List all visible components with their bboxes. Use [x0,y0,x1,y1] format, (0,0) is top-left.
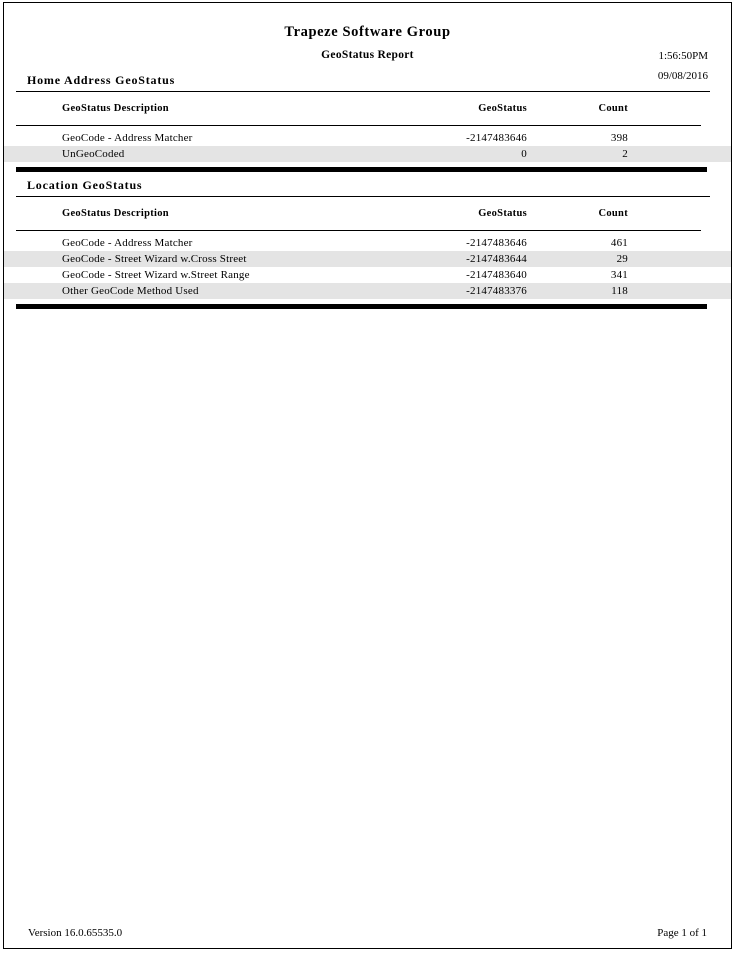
cell-count: 2 [546,146,656,162]
cell-spacer [656,231,731,251]
column-header-description: GeoStatus Description [62,103,169,114]
company-title: Trapeze Software Group [284,24,451,40]
cell-count: 29 [546,251,656,267]
section-end-rule [16,304,707,309]
table-row [4,126,731,146]
geostatus-table [4,92,731,125]
report-date: 09/08/2016 [657,70,708,82]
report-time: 1:56:50PM [658,50,708,62]
cell-geostatus: -2147483376 [386,283,546,299]
section-home-address-geostatus [4,73,731,172]
cell-spacer [656,267,731,283]
cell-count: 118 [546,283,656,299]
table-header-row [4,197,731,230]
table-row [4,251,731,267]
cell-geostatus: -2147483640 [466,269,527,281]
cell-description: GeoCode - Street Wizard w.Cross Street [4,251,386,267]
version-label: Version 16.0.65535.0 [28,927,123,939]
geostatus-table-body [4,126,731,162]
cell-spacer [656,251,731,267]
column-header-count: Count [598,103,628,114]
column-header-spacer [656,92,731,125]
cell-description: GeoCode - Street Wizard w.Street Range [62,269,250,281]
cell-description: GeoCode - Address Matcher [62,132,193,144]
cell-spacer [656,146,731,162]
cell-description: UnGeoCoded [4,146,386,162]
cell-description: GeoCode - Address Matcher [62,237,193,249]
section-title: Location GeoStatus [27,178,143,192]
column-header-count: Count [598,208,628,219]
geostatus-table-body [4,231,731,299]
cell-count: 398 [610,132,628,144]
section-title: Home Address GeoStatus [27,73,176,87]
section-location-geostatus [4,172,731,309]
column-header-description: GeoStatus Description [62,208,169,219]
cell-geostatus: -2147483644 [386,251,546,267]
table-row [4,267,731,283]
column-header-geostatus: GeoStatus [478,103,527,114]
cell-count: 461 [610,237,628,249]
cell-spacer [656,126,731,146]
table-body [4,126,731,162]
report-page [3,2,732,949]
cell-geostatus: -2147483646 [466,237,527,249]
table-header [4,92,731,125]
column-header-geostatus: GeoStatus [478,208,527,219]
column-header-spacer [656,197,731,230]
table-row [4,146,731,162]
table-row [4,283,731,299]
cell-geostatus: 0 [386,146,546,162]
table-row [4,231,731,251]
cell-count: 341 [610,269,628,281]
cell-geostatus: -2147483646 [466,132,527,144]
cell-description: Other GeoCode Method Used [4,283,386,299]
table-header-row [4,92,731,125]
report-title: GeoStatus Report [321,49,414,61]
page-number: Page 1 of 1 [657,927,707,939]
table-body [4,231,731,299]
geostatus-table [4,197,731,230]
table-header [4,197,731,230]
cell-spacer [656,283,731,299]
